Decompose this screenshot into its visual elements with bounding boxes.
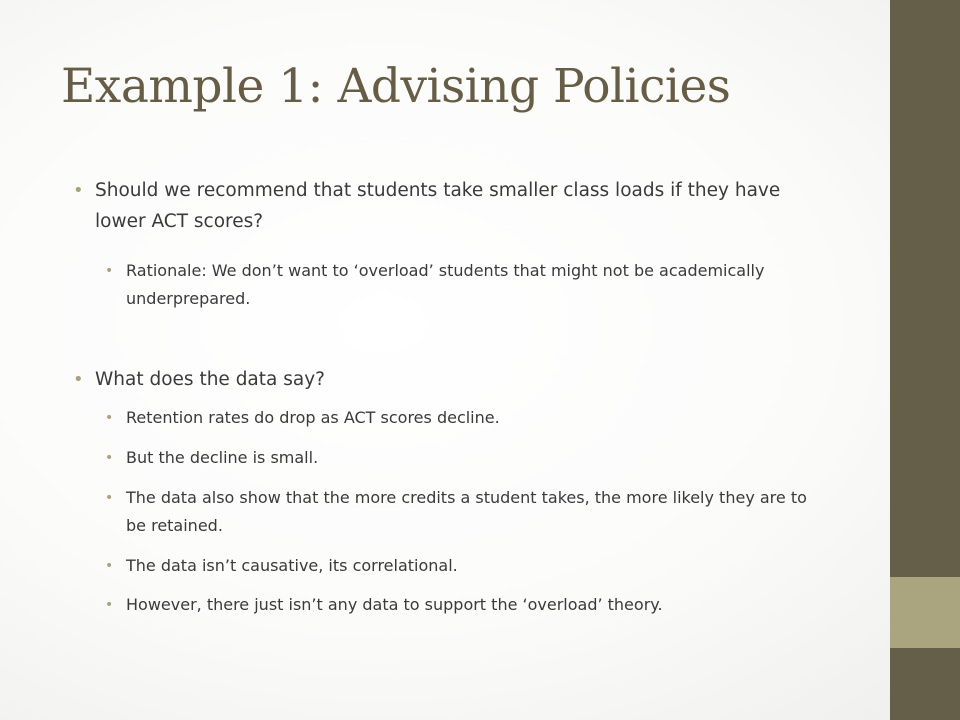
sidebar-accent-block [890, 577, 960, 648]
sub-bullet-item: • However, there just isn’t any data to support the ‘overload’ theory. [126, 591, 826, 619]
bullet-item: • What does the data say? [95, 364, 835, 395]
slide-title: Example 1: Advising Policies [61, 59, 731, 114]
sub-bullet-item: • Rationale: We don’t want to ‘overload’ students that might not be academically underprepared. [126, 257, 826, 313]
sub-bullet-item: • The data isn’t causative, its correlational. [126, 552, 826, 580]
sub-bullet-item: • The data also show that the more credits a student takes, the more likely they are to be retained. [126, 484, 826, 540]
bullet-item: • Should we recommend that students take smaller class loads if they have lower ACT scores? [95, 175, 835, 237]
sub-bullet-item: • But the decline is small. [126, 444, 826, 472]
sub-bullet-item: • Retention rates do drop as ACT scores decline. [126, 404, 826, 432]
